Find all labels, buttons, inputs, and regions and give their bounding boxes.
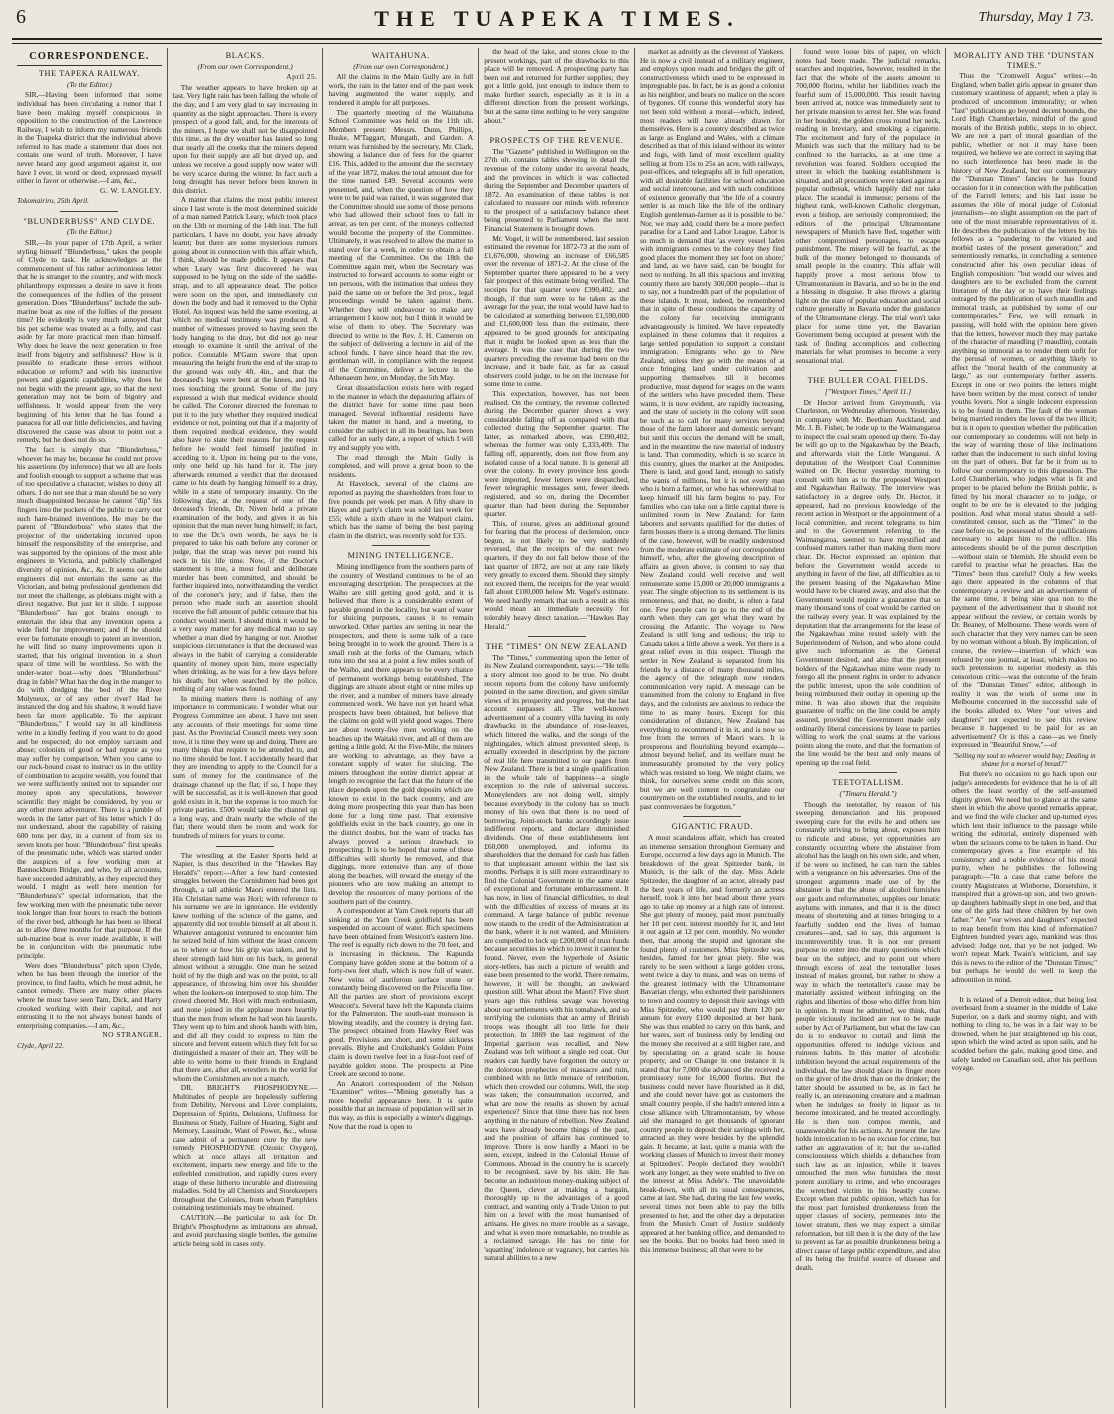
blacks-subheading: (From our own Correspondent.) [197,61,293,71]
coal-paragraph: Dr Hector arrived from Greymouth, via Charleston, on Wednesday afternoon. Yesterday, in company with Mr. Beetham Auckland, and Mr. J. B. Fisher, he rode up to the Waimangaroa to inspect the coal seam opened up there. To-day he will go up to the Ngakawhau by the Beach, and afterwards visit the Little Wanganui. A deputation of the Westport Coal Committee waited on Dr. Hector yesterday morning to consult with him as to the proposed Westport and Ngakawhau Railway. The interview was satisfactory in a degree only. Dr. Hector, it appeared, had no previous knowledge of the recent action in Westport or the appointment of a local committee, and recent telegrams to him and to the Government referring to the Waimangaroa, seemed to have mystified and confused matters rather than making them more clear. Dr. Hector expressed an opinion that before the Government would accede to anything in favor of the line, all difficulties as to the present leasing of the Ngakawhau Mine would have to be cleared away, and also that the Government would require a guarantee that so many thousand tons of coal would be carried on the railway every year. It was explained by the deputation that the arrangements for the lease of the Ngakawhau mine rested solely with the Superintendent of Nelson, and who alone could give such information as the General Government desired, and also that the present holders of the Ngakawhau mine were ready to forego all the present rights in order to advance the public interest, upon the sole condition of being reimbursed their outlay in opening up the mine. It was also shown that the requisite guarantee of traffic on the line could be amply assured, provided the Government made only ordinarily liberal concessions by lease to parties willing to work the coal seams at the various points along the route, and that the formation of the line would be the best and only means of opening up the coal field. [795,397,941,767]
divider [839,370,897,371]
blacks-paragraph: The weather appears to have broken up at last. Very light rain has been falling the whole of the day, and I am very glad to say increasing in quantity as the night approaches. There is every prospect of a good fall, and, for the interests of the miners, I hope we shall not be disappointed this time, as the dry weather has lasted so long that nearly all the creeks that the miners depend upon for their supply are all but dryed up, and unless we receive a good supply now water will be very scarce during the winter. In fact such a long drought has never before been known in this district. [172,82,318,195]
divider [372,545,430,546]
coal-heading: THE BULLER COAL FIELDS. [807,376,929,386]
blacks-paragraph: In mining matters there is nothing of any importance to communicate. I wonder what our Progress Committee are about. I have not seen any accounts of their meetings for some time past. As the Provincial Council meets very soon now, it is time they were up and doing. There are many things that require to be attended to, and no time should be lost. I accidentally heard that they are intending to apply to the Council for a sum of money for the continuance of the drainage channel up the flat; if so, I hope they will be successful, as it is well-known that good gold exists in it, but the expense is too much for private parties. £500 would take the channel up a long way, and drain nearly the whole of the flat; there would then be room and work for hundreds of miners for years to come. [172,693,318,841]
section-title: CORRESPONDENCE. [17,51,162,66]
letter-1-signature: G. W. LANGLEY. [100,185,162,195]
letter-1-heading: THE TAPEKA RAILWAY. [38,69,140,79]
column-3 [323,48,479,1408]
divider [528,130,586,131]
column-7 [946,48,1102,1408]
mining-continued-paragraph: the head of the lake, and stores close to the present workings, part of the drawbacks to this place will be removed. A prospecting party has been out and returned for further supplies; they got a little gold, just enough to induce them to make further search, especially as it is in a different direction from the present workings, but at the same time nothing to be very sanguine about." [484,48,629,125]
advertisement-paragraph: DR. BRIGHT'S PHOSPHODYNE.—Multitudes of people are hopelessly suffering from Debility, Nervous and Liver complaints, Depression of Spirits, Delusions, Unfitness for Business or Study, Failure of Hearing, Sight and Memory, Lassitude, Want of Power, &c., whose case admit of a permanent cure by the new remedy PHOSPHODYNE (Ozonic Oxygen), which at once allays all irritation and excitement, imparts new energy and life to the enfeebled constitution, and rapidly cures every stage of these hitherto incurable and distressing maladies. Sold by all Chemists and Storekeepers throughout the Colonies, from whom Pamphlets containing testimonials may be obtained. [172,1083,318,1213]
teetotallism-paragraph: Though the teetotaller, by reason of his sweeping denunciation and his proposed sweeping cure for the evils he and others see constantly striving to bring about, exposes him to ridicule and abuse, yet opportunities are constantly occurring where the abstainer from alcohol has the laugh on his own side, and when, if he were so inclined, he can turn the tables with a vengeance on his adversaries. One of the strongest arguments made use of by the abstainer is that the abuse of alcohol furnishes our gaols and reformatories, supplies our lunatic asylums with inmates, and that it is the direct means of shortening and at times bringing to a fearfully sudden end the lives of human creatures—and, sad to say, this argument is incontrovertibly true. It is not our present purpose to enter into the many questions which bear on the subject, and to point out where through excess of zeal the teetotaller loses instead of makes ground, but rather to show a way in which the teetotaller's cause may be materially assisted without infringing on the rights and liberties of those who differ from him in opinion. It must be admitted, we think, that people viciously inclined are not to be made sober by Act of Parliament, but what the law can do is to endeavor to curtail and limit the opportunities offered to indulge vicious and ruinous habits. In this matter of alcoholic inhibition beyond the actual requirements of the individual, the law should place its finger more on the giver of the drink than on the drinker; the latter should be assumed to be, as in fact he really is, an unreasoning creature and a madman when he indulges so freely in liquor as to become intoxicated, and be treated accordingly. He is then non compos mentis, and unanswerable for his actions. At present the law holds intoxication to be no excuse for crime, but rather an aggravation of it; but the so-called consciousness which shields a debauchee from such law as an injustice, while it leaves untouched the men who furnishes the most potent auxiliary to crime, and who encourages the wretched victim in his beastly course. Except when that public opinion, which has for the most part furnished drunkenness from the upper classes of society, permeates into the lower stratum, then we may expect a similar reformation, but till then it is the duty of the law to prevent as far as possible drunkenness being a direct cause of large public expenditure, and also of its being the fruitful source of disease and death. [795,799,941,1272]
waitahuna-paragraph: The road through the Main Gully is completed, and will prove a great boon to the residents. [328,452,474,479]
column-5 [635,48,791,1408]
divider [683,816,741,817]
divider [528,636,586,637]
wrestling-paragraph: The wrestling at the Easter Sports held at Napier, is thus described in the "Hawkes Bay Herald's" report:—After a few hard contested struggles between the Cornishmen had been got through, a tall athletic Maori entered the lists. His Christian name was Hori; with reference to his surname we are in ignorance. He evidently knew nothing of the science of the game, and apparently did not trouble himself at all about it. Whatever antagonist ventured to encounter him he seized hold of him without the least concern as to where or how his grip was taken, and by sheer strength laid him on his back, in general almost without a struggle. One man he seized hold of by the thigh and was on the point, to all appearance, of throwing him over his shoulder when the lookers-on interposed to stop him. The crowd cheered Mr. Hori with much enthusiasm, and none joined in the applause more heartily than the men from whom he had won his laurels. They went up to him and shook hands with him, and did all they could to express to him the sincere and fervent esteem which they felt for so distinguished a master of their art. They will be able to write home to their friends in England that there are, after all, wrestlers in the world for whom the Cornishmen are not a match. [172,850,318,1083]
column-4 [479,48,635,1408]
column-6 [791,48,947,1408]
fraud-continued-paragraph: found were loose bits of paper, on which notes had been made. The judicial remarks, searches and inquiries, however, resulted in the fact that the whole of the assets amount to 700,000 florins, whilst her liabilities reach the fearful sum of 15,000,000. This result having been arrived at, notice was immediately sent to her private mansion to arrest her. She was found in her boudoir, the golden cross round her neck, reading in breviary, and smoking a cigarette. The excitement and fury of the populace in Munich was such that the military had to be confined to the barracks, as at one time a revolution was feared. Soldiers occupied the street in which the banking establishment is situated, and all precautions were taken against a popular outbreak, which happily did not take place. The scandal is immense; persons of the highest rank, well-known Catholic clergyman, even a bishop, are seriously compromised; the editors of the principal Ultramontane newspapers of Munich have fled, together with other compromised personages, to escape punishment. The misery will be fearful, as the bulk of the money belonged to thousands of small people in the country. This affair will happily prove a most serious blow to Ultramontanism in Bavaria, and so be in the end a blessing in disguise. It also throws a glaring light on the state of popular education and social culture generally in Bavaria under the guidance of the Ultramontane clergy. The trial won't take place for some time yet, the Bavarian Government being occupied at present with the task of finding accomplices and collecting materials for what promises to become a very sensational trial. [795,48,941,365]
waitahuna-paragraph: The quarterly meeting of the Waitahuna School Committee was held on the 11th ult. Members present: Messrs. Dunn, Phillips, Buske, M'Taggart, Mungath, and Garden. A return was furnished by the secretary, Mr. Clark, showing a balance due of fees for the quarter £16. This, added to the amount due the secretary of the year 1872, makes the total amount due for the time named £49. Several accounts were presented, and, when the question of how they were to be paid was raised, it was suggested that the Committee should sue some of those persons who had allowed their school fees to fall in arrear, as ten per cent. of the moneys collected would become the property of the Committee. Ultimately, it was resolved to allow the matter to stand over for a week, in order to obtain a full meeting of the Committee. On the 18th the Committee again met, when the Secretary was instructed to forward accounts to some eight or ten persons, with the intimation that unless they paid the same on or before the 3rd prox., legal proceedings would be taken against them. Whether they will endeavour to make any arrangement I know not; but I think it would be wise of them to obey. The Secretary was directed to write to the Rev. J. H. Cameron on the subject of delivering a lecture in aid of the school funds. I have since heard that the rev. gentleman will, in compliance with the request of the Committee, deliver a lecture in the Athenaeum here, on Monday, the 5th May. [328,107,474,383]
times-heading: THE "TIMES" ON NEW ZEALAND [485,642,628,652]
waitahuna-paragraph: At Havelock, several of the claims are reported as paying the shareholders from four to five pounds per week per man. A fifty share in Hayes and party's claim was sold last week for £55; while a sixth share in the Walpori claim, which has the name of being the best paying claim in the district, was recently sold for £35. [328,479,474,540]
letter-1-date: Tokomairiro, 25th April. [17,196,90,206]
waitahuna-paragraph: Great dissatisfaction exists here with regard to the manner in which the depasturing affairs of the district have for some time past been managed. Several influential residents have taken the matter in hand, and a meeting, to consider the subject in all its bearings, has been called for an early date, a report of which I will try and supply you with. [328,383,474,453]
revenue-paragraph: The "Gazette" published in Wellington on the 27th ult. contains tables showing in detail the revenue of the colony under its several heads, and the provinces in which it was collected during the September and December quarters of 1872. An examination of these tables is not calculated to reassure our minds with reference to the prospect of a satisfactory balance sheet being presented to Parliament when the next Financial Statement is brought down. [484,146,629,234]
morality-heading: MORALITY AND THE "DUNSTAN TIMES." [953,51,1095,70]
detroit-paragraph: It is related of a Detroit editor, that being lost overboard from a steamer in the middle of Lake Superior, on a dark and stormy night, and with nothing to cling to, he was in a fair way to be drowned, when he just straightened up his coat, upon which the wind acted as upon sails, and he scudded before the gale, making good time, and safely landed on Canadian soil, after his perilous voyage. [951,994,1097,1073]
mining-heading: MINING INTELLIGENCE. [347,551,455,561]
mining-paragraph: Mining intelligence from the southern parts of the country of Westland continues to be of an encouraging description. The prospectors at the Waiho are still getting good gold, and it is believed that there is a considerable extent of payable ground in the locality, but want of water for sluicing purposes, causes it to remain unworked. Other parties are setting in near the prospectors, and there is some talk of a race being brought in to work the ground. There is a small rush at the forks of the Oamaru, which runs into the sea at a point a few miles south of the Waiho, and there appears to be every chance of permanent workings being established. The diggings are situate about eight or nine miles up the river, and a number of miners have already commenced work. We have not yet heard what prospects have been obtained, but believe that the claims on gold will yield good wages. There are about twenty-five men working on the beaches up the Waitaki river, and all of them are getting a little gold. At the Five-Mile, the miners are working to advantage, as they have a constant supply of water for sluicing. The miners throughout the entire district appear at length to recognise the fact that the future of the place depends upon the gold deposits which are known to exist in the back country, and are doing more prospecting this year than has been done for a long time past. That extensive goldfields exist in the back country, go one in the district doubts, but the want of tracks has always proved a serious drawback to prospecting. It is to be hoped that some of these difficulties will shortly be removed, and that diggings, more extensive than any of those along the beaches, will reward the energy of the pioneers who are now making an attempt to develop the resources of many portions of the southern part of the country. [328,562,474,906]
letter-1-paragraph: SIR,—Having been informed that some individual has been circulating a rumor that I have been making myself conspicuous in opposition to the construction of the Lawrence Railway, I wish to inform my numerous friends in the Tuapeka district that the individual above referred to has made a statement that does not contain one word of truth. Moreover, I have never heard any good argument against it, nor have I ever, in word or deed, expressed myself either in favor or otherwise.—I am, &c., [17,90,162,186]
letter-2-signature: NO STRANGER. [102,1030,162,1040]
waitahuna-paragraph: All the claims in the Main Gully are in full work, the rain in the latter end of the past week having augmented the water supply, and rendered it ample for all purposes. [328,72,474,107]
times-paragraph: The "Times," commenting upon the letter of its New Zealand correspondent, says:—"He tells a story almost too good to be true. No doubt recent reports from the colony have uniformly pointed in the same direction, and given similar views of its prosperity and progress, but the last account surpasses all. The well-known advertisement of a country villa having its only drawbacks in the abundance of rose-leaves, which littered the walks, and the songs of the nightingales, which almost prevented sleep, is actually exceeded in description by the picture of real life here transmitted to our pages from New Zealand. There is but a single qualification in the whole tale of happiness—a single exception to the rule of universal success. Moneylenders are not doing well, simply because everybody in the colony has so much money of his own that there is no need of borrowing. Joint-stock banks accordingly issue indifferent reports, and declare diminished dividends. One of these establishments lent £60,000 unemployed, and informs its shareholders that the demand for cash has fallen to that unpleasant amount within the last six months. Perhaps it is still more extraordinary to find the Colonial Government in the same state of exceptional and fortunate embarrassment. It has now, in lieu of financial difficulties, to deal with the difficulties of excess of means at its command. A large balance of public revenue now stands to the credit of the Administration at the bank, where it is not wanted, and Ministers are compelled to lock up £200,000 of trust funds because securities in which to invest it cannot be found. Never, even the hyperbole of Asiatic story-tellers, has such a picture of wealth and ease been presented to the world. There remains, however, it will be thought, an awkward question still. What about the Maori? Five short years ago this ruthless savage was hovering about our settlements with his tomahawk, and so terrifying the colonists that an army of British troops was thought all too little for their protection. In 1869 the last regiment of the Imperial garrison was recalled, and New Zealand was left without a single red coat. Our readers can hardly have forgotten the outcry or the dolorous prophecies of massacre and ruin, combined with no little menace of retribution, which then crowded our columns. Well, the step was taken; the consummation occurred, and what are now the results as shown by actual experience? Since that time there has not been anything in the nature of rebellion. New Zealand wars have already become things of the past, and the position of affairs has continued to improve. There is now hardly a Maori to be seen, except, indeed in the Colonial House of Commons. Abroad in the country he is scarcely to be recognised, save by his skin. He has become an industrious money-making subject of the Queen, clever at making a bargain, thoroughly up to the advantages of a good contract, and wanting only a Trade Union to put him on a level with the most humanised of artisans. He gives no more trouble as a savage, and what is even more remarkable, no trouble as a reclaimed savage. He has no time for 'squatting' indolence or vagrancy, but carries his natural abilities to a new [484,652,629,1263]
divider [216,846,274,847]
blacks-dateline: April 25. [286,72,318,82]
morality-paragraph: But there's no occasion to go back upon our judge's antecedents for evidence that he is of all others the least worthy of the self-assumed dignity given. We need but to glance at the same sheet in which the above quoted remarks appear, and we find the wife clucker and up-turned eyes which lent their influence to the passage while writing the editorial, entirely dispensed with when the scissors come to be taken in hand. Our contemporary gives a fine example of his consistency and a noble evidence of his moral purity, when he publishes the following paragraph:—"In a case that came before the county Magistrates at Winborne, Dorsetshire, it transpired that a grown-up son, and two grown-up daughters habitually slept in one bed, and that one of the girls had three children by her own father." Are "our wives and daughters" expected to reap benefit from this kind of information? Eighteen hundred years ago, mankind was thus advised: Judge not, that ye be not judged. We won't repeat Mark Twain's witticism, and say this is news to the editor of the "Dunstan Times;" but perhaps he would do well to keep the admonition in mind. [951,769,1097,984]
mining-paragraph: A correspondent at Yam Creek reports that all sinking at the Yam Creek goldfield has been suspended on account of water. Rich specimens have been obtained from Westcott's eastern line. The reef is equally rich down to the 70 feet, and is increasing in thickness. The Kapunda Company have golden stone at the bottom of a forty-two feet shaft, which is now full of water. New veins of auriferous surface stone or constantly being discovered on the Priscella line. All the parties are short of provisions except Westcott's. Several have left the Kapunda claims for the Palmerston. The south-east monsoon is blowing steadily, and the country is drying fast. The prospect obtained from Hawley Reef was good. Provisions are short, and some sickness prevails. Blyhe and Cruikshank's Golden Point claim is down twelve feet in a four-foot reef of payable golden stone. The prospects at Pine Creek are second to none. [328,906,474,1079]
revenue-paragraph: This expectation, however, has not been realised. On the contrary, the revenue collected during the December quarter shows a very considerable falling off as compared with that collected during the September quarter. The latter, as remarked above, was £390,402, whereas the former was only £,333,409. The falling off, apparently, does not flow from any isolated cause of a local nature. It is general all over the colony. In every province less goods were imported, fewer letters were despatched, fewer telegraphic messages sent, fewer deeds registered, and so on, during the December quarter than had been during the September quarter. [484,389,629,519]
teetotallism-subheading: ("Timaru Herald.") [839,789,897,799]
waitahuna-subheading: (From our own Correspondent.) [353,61,449,71]
letter-1-subheading: (To the Editor.) [67,79,112,89]
waitahuna-heading: WAITAHUNA. [371,51,430,60]
letter-2-paragraph: SIR,—In your paper of 17th April, a writer styling himself "Blunderbuss," takes the people of Clyde to task. He acknowledges at the commencement of his rather acrimonious letter that he is stranger to the country, and with mock philanthropy expresses a desire to save it from the consequences of the follies of the present generation. Does "Blunderbuss" include the sub-marine boat as one of the follies of the present time? He evidently is very much annoyed that his pet scheme was treated as a folly, and cast aside by far more practical men than himself. Why does he leave the next generation to free itself from bigotry and selfishness? How is it possible to eradicate these errors without education or reform? and with his instructive powers and gigantic capabilities, why does he not begin with the present age, so that the next generation may not be born of bigotry and selfishness. It would appear from the very beginning of his letter that he has found a panacea for all our little deficiencies, and having discovered the cause was about to point out a remedy, but he does not do so. [17,238,162,445]
teetotallism-heading: TEETOTALLISM. [832,778,904,788]
columns [12,48,1102,1408]
issue-date: Thursday, May 1 73. [978,10,1094,25]
fraud-heading: GIGANTIC FRAUD. [671,822,753,832]
divider [995,990,1053,991]
newspaper-title: THE TUAPEKA TIMES. [374,6,740,31]
letter-2-date: Clyde, April 22. [17,1040,65,1050]
times-continued-paragraph: market as adroitly as the cleverest of Yankees. He is now a civil instead of a military engineer, and employs upon roads and bridges the gift of constructiveness which used to be expressed in impregnable pas. In fact, he is as good a colonist as his neighbor, and bears no malice on the score of bygones. Of course this wonderful story has not been told without a moral—which, indeed, most readers will have already drawn for themselves. Here is a country described as twice as large as England and Wales, with a climate described as that of this island without its winter and fogs, with land of most excellent quality selling at from 15s to 25s an acre, with railways, post-offices, and telegraphs all in full operation, with all desirable facilities for school education and social intercourse, and with such conditions of existence generally that 'the life of a country settler is as much like the life of the ordinary English gentleman-farmer as it is possible to be.' Nor, we may add, could there be a more perfect paradise for a Land and Labor League. Labor is so much in demand that 'as every vessel laden with immigrants comes to the colony they find good places the moment they set foot on shore;' and land, as we have said, can be bought for next to nothing. In all this spacious and inviting country there are barely 300,000 people—that is to say, not a hundredth part of the population of these islands. It must, indeed, be remembered that in spite of these conditions the capacity of the colony for receiving immigrants advantageously is limited. We have repeatedly explained in these columns that it requires a large settled population to support a constant immigration. Emigrants who go to New Zealand, unless they go with the means of at once bringing land under cultivation and supporting themselves till it becomes productive, must depend for wages on the wants of the settlers who have preceded them. These wants, it is now evident, are rapidly increasing, and the state of society in the colony will soon be such as to call for many services beyond those of the farm laborer and domestic servant; but until this occurs the demand will be small, and in the meantime the raw material of industry is land. That commodity, which is so scarce in this country, glues the market at the Antipodes. There is land, and good land, enough to satisfy the wants of millions, but it is not every man who is born a farmer, or who has wherewithal to keep himself till his farm begins to pay. For families who can take out a little capital there is unlimited room in New Zealand; for farm laborers and servants qualified for the duties of farm houses there is a strong demand. The limits of the case, however, will be readily understood from the moderate estimate of our correspondent himself, who, after the glowing description of affairs as given above, is content to say that New Zealand could well receive and well remunerate some 15,000 or 20,000 immigrants a year. The single objection to its settlement is its remoteness, and that, no doubt, is often a fatal one. Few people care to go to the end of the earth when they can get what they want by crossing the Atlantic. The voyage to New Zealand is still long and tedious; the trip to Canada takes a little above a week. Yet there is a great relief even in this respect. Though the settler in New Zealand is separated from his friends by a distance of many thousand miles, the agency of the telegraph now renders communication very rapid. A message can be transmitted from the colony to England in five days, and the colonists are anxious to reduce the time to as many hours. Except for this consideration of distance, New Zealand has everything to recommend it in it, and is now so free from the terrors of Maori wars. It is prosperous and flourishing beyond example—almost beyond belief, and its welfare must be immeasurably promoted by the very policy which was resisted so long. We might claim, we think, for ourselves some credit on this score, but we are well content to congratulate our countrymen on the established results, and to let past controversies be forgotten." [639,48,785,811]
advertisement-paragraph: CAUTION.—Be particular to ask for Dr. Bright's Phosphodyne as imitations are abroad, and avoid purchasing single bottles, the genuine article being sold in cases only. [172,1212,318,1248]
fraud-paragraph: A most scandalous affair, which has created an immense sensation throughout Germany and Europe, occurred a few days ago in Munich. The breakdown of the great Spitzeder bank, in Munich, is the talk of the day. Miss Adele Spitzeder, the daughter of an actor, already past the best years of life, and formerly an actress herself, took it into her head about three years ago to take up money at a high rate of interest. She got plenty of money, paid most punctually her 10 per cent. interest monthly for it, and lent it out again at 12 per cent. monthly. No wonder then, that among the stupid and ignorant she found plenty of customers. Miss Spitzeder was, besides, famed for her great piety. She was rarely to be seen without a large golden cross, went twice a day to mass, and was on terms of the greatest intimacy with the Ultramontane Bavarian clergy, who exhorted their parishioners to town and country to deposit their savings with Miss Spitzeder, who would pay them 120 per annum for every £100 deposited at her bank. She was thus enabled to carry on this bank, and her wares, sort of business only by lending out the money she received at a still higher rate, and by speculating on a grand scale in house property, and on Change in one instance it is stated that for 7,000 she advanced she received a promissory note for 16,000 florins. But the business could never have flourished as it did, and she could never have got as customers the small country people, if she hadn't entered into a close alliance with Ultramontanism, by whose aid she managed to get thousands of ignorant country people to deposit their savings with her, attracted as they were besides by the splendid gain. It became, at last, quite a mania with the working classes of Munich to invest their money at Spitzeders'. People declared they wouldn't work any longer, as they were enabled to live on the interest at Miss Adele's. The unavoidable break-down, with all its usual consequences, came at last. She had, during the last few weeks, several times not been able to pay the bills presented to her, and the other day a deputation from the Munich Court of Justice suddenly appeared at her banking office, and demanded to see the books. But no books had been used in this immense business; all that were to be [639,833,785,1254]
revenue-paragraph: Mr. Vogel, it will be remembered, last session estimated the revenue for 1872-73 at the sum of £1,676,000, showing an increase of £66,585 over the revenue of 1871-2. At the close of the September quarter there appeared to be a very fair prospect of this estimate being verified. The receipts for that quarter were £390,402, and though, if that sum were to be taken as the average for the year, the total would have had to be calculated at something between £1,590,000 and £1,600,000 less than the estimate, there appeared to be good grounds for anticipating that it might be looked upon as less than the average. It was the case that during the two quarters preceding the revenue had been on the increase, and it bade fair, as far as casual observers could judge, to be on the increase for some time to come. [484,233,629,389]
divider [839,772,897,773]
coal-subheading: ["Westport Times," April 11.] [824,387,912,396]
revenue-heading: PROSPECTS OF THE REVENUE. [489,136,624,146]
column-2 [168,48,324,1408]
verse-quote: "Selling my soul to whoever would buy; Dealing in shame for a morsel of bread?" [952,751,1096,768]
page-number: 6 [16,6,26,28]
blacks-paragraph: A matter that claims the most public interest since I last wrote is the most determined suicide of a man named Patrick Leary, which took place on the 13th or morning of the 14th inst. The full particulars, I have no doubt, you have already learnt; but there are some mysterious rumors going about in connection with this affair which, I think, should be made public. It appears that when Leary was first discovered he was supposed to be lying on the side of the saddle-strap, and to all appearance dead. The police were soon on the spot, and immediately cut down the body and had it removed to the Ophir Hotel. An inquest was held the same evening, at which no medical testimony was produced. A number of witnesses proved to having seen the body hanging to the dray, but did not go near enough to examine it until the arrival of the police. Constable M'Gann swore that upon measuring the height from the end of the strap to the ground was only 4ft. 4in., and that the deceased's legs were bent at the knees, and his toes touching the ground. Some of the jury expressed a wish that medical evidence should be called. The Coroner directed the foreman to put it to the jury whether they required medical evidence or not, pointing out that if a majority of them required medical evidence, they would also have to state their reasons for the request before he would feel himself justified in acceding to it. Upon its being put to the vote, only one held up his hand for it. The jury afterwards returned a verdict that the deceased came to his death by hanging himself to a dray, while in a state of temporary insanity. On the following day, at the request of one of the deceased's friends, Dr. Niven held a private examination of the body, and gives it as his opinion that the man never hung himself; in fact, to use the Dr.'s own words, he says he is prepared to take his oath before any coroner or judge, that the strap was never put round his neck in his life time. Now, if the Doctor's statement is true, a most foul and deliberate murder has been committed, and should be further inquired into, notwithstanding the verdict of the coroner's jury; and if false, then the person who made such an assertion should receive the full amount of public censure that his conduct would merit. I should think it would be a very easy matter for any medical man to say whether a man died by hanging or not. Another suspicious circumstance is that the deceased was always in the habit of carrying a considerable quantity of money upon him, more especially when drinking, as he was for a few days before his death; but when searched by the police, nothing of any value was found. [172,195,318,694]
letter-2-heading: "BLUNDERBUSS" AND CLYDE. [23,216,156,226]
masthead-rule [12,43,1102,44]
letter-2-paragraph: The fact is simply that "Blunderbuss," whoever he may be, because he could not prove his assertions (by inference) that we all are fools and foolish enough to support a scheme that was of too speculative a character, wishes to deny all others. I do not see that a man should be so very much disappointed because he cannot "dip" his fingers into the pockets of the public to carry out such hare-brained inventions. He may be the parent of "Blunderbuss" who states that the projector of the undertaking incurred upon himself the responsibility of the enterprise, and was supported by the opinions of the most able engineers in Victoria, and publicly challenged diversity of opinion, &c., &c. It seems our able engineers did not entertain the same as the Victorian, and being professional gentlemen did not meet the challenge, as plebians might with a direct negative. But just let it slide. I suppose "Blunderbuss" has got brains enough to entertain the idea that any invention opens a wide field for improvement; and if he should ever be fortunate enough to patent an invention, he will find so many improvements upon it started, that his original invention in a short space of time will be worthless. So with the under-water boat—why does "Blunderbuss" drag in fable? What has the dog in the manger to do with dredging the bed of the River Molyneux, or of any other river? Had he instanced the dog and his shadow, it would have been far more applicable. To the aspirant "Blunderbuss," I would say in all kindliness write in a kindly feeling if you want to do good and be respected; do not employ sarcasm and abuse; colonists of good or bad repute as you may suffer by comparison. When you came to our rock-bound coast to instruct us in the utility of combination to acquire wealth, you found that we were sufficiently united not to squander our money upon any speculations, however scientific they might be considered, by you or any other mere adventurer. There is a jumble of words in the latter part of his letter which I do not understand, about the capability of raising 600 tons per day, in a current of from six to seven knots per hour. "Blunderbuss" first speaks of the pneumatic tube, which was started under the auspices of a few working men at Bannockburn Bridge, and who, by all accounts, have succeeded admirably, as they expected they would. I might as well here mention for "Blunderbuss's" special information, that the few working men with the pneumatic tube never took longer than four hours to reach the bottom of the river bed, although he has been so liberal as to allow three months for that purpose. If the sub-marine boat is ever made available, it will be in conjunction with the pneumatic tube principle. [17,444,162,961]
blacks-heading: BLACKS. [225,51,265,60]
divider [60,211,118,212]
mining-paragraph: An Anatori correspondent of the Nelson "Examiner" writes—"Mining generally has a more hopeful appearance here. It is quite possible that an increase of population will set in this way, as this is especially a winter's diggings. Now that the road is open to [328,1078,474,1131]
letter-2-subheading: (To the Editor.) [67,227,112,237]
revenue-paragraph: This, of course, gives an additional ground for fearing that the process of declension, once begun, is not likely to be very suddenly reversed, that the receipts of the next two quarters, if they do not fall below those of the last quarter of 1872, are not at any rate likely very greatly to exceed them. Should they simply not exceed them, the receipts for the year would fall about £100,000 below Mr. Vogel's estimate. We need hardly remark that such a result as this would mean an immediate necessity for tolerably heavy direct taxation.—"Hawkes Bay Herald." [484,518,629,631]
masthead [12,4,1102,40]
column-1 [12,48,168,1408]
morality-paragraph: Thus the "Cromwell Argus" writes:—In England, when ballet girls appear in greater than customary scantiness of apparel; when a play is produced of uncommon immorality; or when "fast" publications go beyond decent bounds, the Lord High Chamberlain, mindful of the good morals of the British public, steps in to object. We are not a part of moral guardian of the public, whether or not it may have been required, we believe we are correct in saying that no such interference has been made in the history of New Zealand, but our contemporary the "Dunstan Times" fancies he has found occasion for it in connection with the publication of the Farrell letters; and his last issue he assumes the rôle of moral judge of Colonial journalism—no slight assumption on the part of one of the most miserable representatives of it. He describes the publication of the letters by his fellows as a "pandering to the vitiated and morbid tastes of the present generation;" and sententiously remarks, in concluding a sentence constructed after his own peculiar ideas of English composition: "but would our wives and daughters are to be excluded from the current literature of the day or to have their feelings outraged by the publication of such maudlin and immoral trash, as published by some of our contemporaries." Few, we will remark in passing, will hold with the opinion here given that the letters, however much they may partake of the character of maudling (? maudlin), contain anything so immoral as to render them unfit for the perusal of women, or anything likely to affect the "moral health of the community at large," as our contemporary further asserts. Except in one or two points the letters might have been written by the most correct of tender youths lovers. Not a single indecent expression is to be found in them. The fault of the woman being married renders the loves of the two illicit; but is it open to question whether the publication our contemporary so condemns will not help in the way of warning those of like inclinations rather than the inducement to such sinful loving on the part of others. But far be it from us to follow our contemporary to this digression. The Lord Chamberlain, who judges what is fit and proper to be placed before the British public, is fitted by his moral character so to judge, or ought to be ere he is elevated to the judging position. And what moral status should a self-constituted censor, such as the "Times" in the case before us, be possessed of the qualifications necessary to adapt him to the office. His antecedents should be of the purest description—without stain or blemish. He should even be careful to practise what he preaches. Has the "Times" been thus careful? Only a few weeks ago there appeared in the columns of that contemporary a review and an advertisement of the same time, it being sine qua non to the payment of the advertisement that it should not appear without the review, or certain words by Dr. Beaney, of Melbourne. These words were of such character that they very names can be seen by no woman without a blush. By implication, of course, the review—insertion of which was refused by one journal, at least, which makes no such pretensions to superior modesty as this censorious critic—was the outcome of the brain of the "Dunstan Times" editor, although in reality it was the work of some one in Melbourne concerned in the successful sale of the books alluded to. Were "our wives and daughters" not expected to see this review because it happened to be paid for as an advertisement? Or is this a case—as we finely expressed in "Beautiful Snow,"—of [951,71,1097,750]
letter-2-paragraph: Were does "Blunderbuss" pitch upon Clyde, when he has been through the interior of the province, to find faults, which he must admit, he cannot remedy. There are many other places where he must have seen Tam, Dick, and Harry crooked working with their capital, and not entrusting it to the not always honest hands of enterprising companies.—I am, &c., [17,960,162,1030]
